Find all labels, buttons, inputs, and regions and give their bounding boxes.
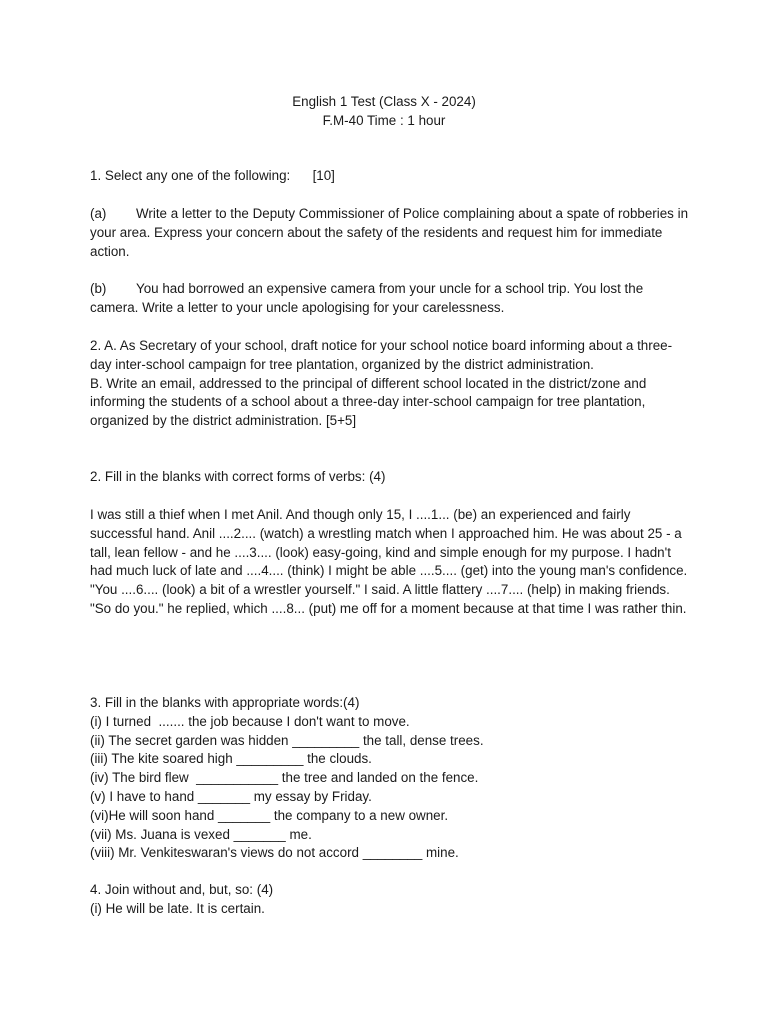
question-1-option-b [90,280,690,318]
option-a-text: Write a letter to the Deputy Commissioner of Police complaining about a spate of robberies in your area. Express your concern about the safety of the residents and request him for immediate action. [90,206,689,259]
question-3 [90,694,690,863]
verbs-paragraph-1: I was still a thief when I met Anil. And though only 15, I ....1... (be) an experienced and fairly successful hand. Anil ....2.... (watch) a wrestling match when I approached him. He was about 25 - a tall, lean fellow - and he ....3.... (look) easy-going, kind and simple enough for my purpose. I hadn't had much luck of late and ....4.... (think) I might be able ....5.... (get) into the young man's confidence. [90,507,688,579]
test-title: English 1 Test (Class X - 2024) [292,94,476,109]
list-item: (iii) The kite soared high _________ the clouds. [90,751,372,767]
question-1-heading: 1. Select any one of the following: [10] [90,168,335,183]
question-2-verbs [90,468,690,487]
question-2-writing [90,337,690,431]
verbs-paragraph-3: "So do you." he replied, which ....8... (put) me off for a moment because at that time I was rather thin. [90,600,687,616]
option-b-label: (b) [90,281,107,296]
question-1-option-a [90,205,690,261]
question-1 [90,167,690,186]
question-2-verbs-heading: 2. Fill in the blanks with correct forms of verbs: (4) [90,469,386,484]
list-item: (iv) The bird flew ___________ the tree and landed on the fence. [90,770,479,786]
list-item: (i) He will be late. It is certain. [90,900,265,916]
list-item: (viii) Mr. Venkiteswaran's views do not accord ________ mine. [90,845,459,861]
question-3-heading: 3. Fill in the blanks with appropriate words:(4) [90,695,360,710]
test-header [0,92,768,130]
verbs-paragraph-2: "You ....6.... (look) a bit of a wrestler yourself." I said. A little flattery ....7.... (help) in making friends. [90,582,670,598]
test-subtitle: F.M-40 Time : 1 hour [322,113,446,128]
list-item: (ii) The secret garden was hidden _________ the tall, dense trees. [90,732,484,748]
question-4 [90,881,690,919]
verbs-passage [90,506,690,619]
list-item: (v) I have to hand _______ my essay by Friday. [90,788,372,804]
list-item: (vi)He will soon hand _______ the company to a new owner. [90,807,449,823]
question-2-part-b: B. Write an email, addressed to the principal of different school located in the district/zone and informing the students of a school about a three-day inter-school campaign for tree plantation, organized by the district administration. [5+5] [90,375,647,429]
question-4-heading: 4. Join without and, but, so: (4) [90,882,274,897]
list-item: (vii) Ms. Juana is vexed _______ me. [90,826,312,842]
option-b-text: You had borrowed an expensive camera from your uncle for a school trip. You lost the camera. Write a letter to your uncle apologising for your carelessness. [90,281,644,315]
question-2-part-a: 2. A. As Secretary of your school, draft notice for your school notice board informing about a three-day inter-school campaign for tree plantation, organized by the district administration. [90,338,673,372]
option-a-label: (a) [90,206,107,221]
list-item: (i) I turned ....... the job because I don't want to move. [90,713,410,729]
